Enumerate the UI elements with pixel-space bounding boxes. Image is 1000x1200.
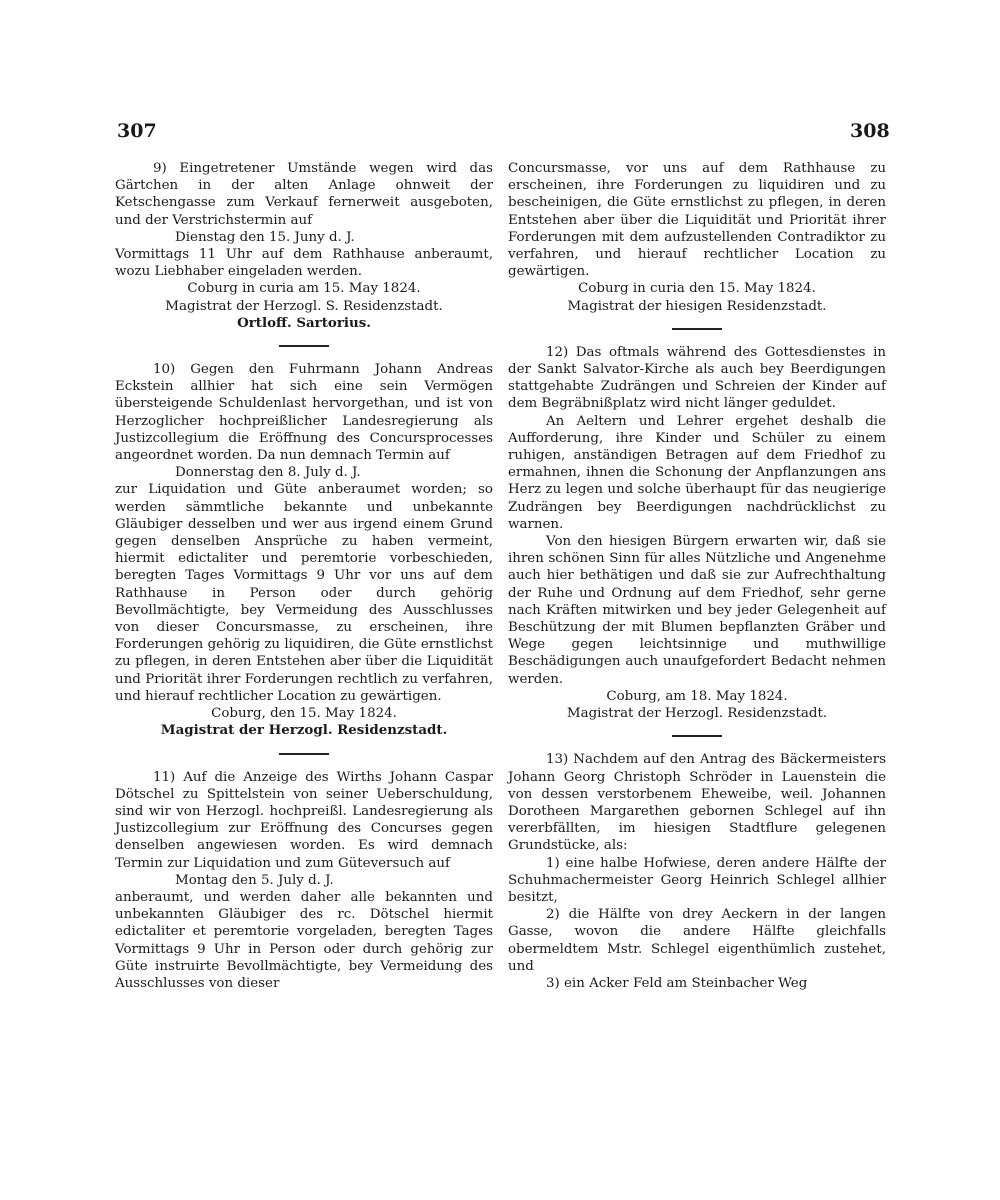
separator-rule <box>672 735 722 737</box>
notice-11-authority: Magistrat der hiesigen Residenzstadt. <box>567 298 827 314</box>
separator-rule <box>279 753 329 755</box>
notice-12-paragraph-2: An Aeltern und Lehrer ergehet deshalb die Aufforderung, ihre Kinder und Schüler zu einem ruhigen, anständigen Betragen auf dem Friedhof zu ermahnen, ihnen die Schonung der Anpflanzungen ans Herz zu legen und solche überhaupt für das neugierige Zudrängen bey Beerdigungen nachdrücklichst zu warnen. <box>508 413 886 532</box>
notice-11-continued: Concursmasse, vor uns auf dem Rathhause zu erscheinen, ihre Forderungen zu liquidiren und zu bescheinigen, die Güte ernstlichst zu pflegen, in deren Entstehen aber über die Liquidität und Priorität ihrer Forderungen mit dem aufzustellenden Contradiktor zu verfahren, und hierauf rechtlicher Location zu gewärtigen. <box>508 161 886 280</box>
notice-9-body: 9) Eingetretener Umstände wegen wird das Gärtchen in der alten Anlage ohnweit der Ketschengasse zum Verkauf fernerweit ausgeboten, und der Verstrichstermin auf <box>115 161 493 228</box>
notice-13-list-item: 1) eine halbe Hofwiese, deren andere Hälfte der Schuhmachermeister Georg Heinrich Schlegel allhier besitzt, <box>508 855 886 905</box>
right-column <box>508 160 886 992</box>
notice-13-list-item: 3) ein Acker Feld am Steinbacher Weg <box>546 975 808 991</box>
page-number-right: 308 <box>850 120 890 142</box>
notice-11-body: 11) Auf die Anzeige des Wirths Johann Caspar Dötschel zu Spittelstein von seiner Ueberschuldung, sind wir von Herzogl. hochpreißl. Landesregierung als Justizcollegium zur Eröffnung des Concurses gegen denselben angewiesen worden. Es wird demnach Termin zur Liquidation und zum Güteversuch auf <box>115 769 493 871</box>
notice-9-date: Dienstag den 15. Juny d. J. <box>175 229 355 245</box>
notice-10-place: Coburg, den 15. May 1824. <box>211 706 397 722</box>
notice-9-place: Coburg in curia am 15. May 1824. <box>187 281 421 297</box>
notice-12-place: Coburg, am 18. May 1824. <box>606 688 788 704</box>
notice-12-paragraph-3: Von den hiesigen Bürgern erwarten wir, daß sie ihren schönen Sinn für alles Nützliche und Angenehme auch hier bethätigen und daß sie zur Aufrechthaltung der Ruhe und Ordnung auf dem Friedhof, sehr gerne nach Kräften mitwirken und bey jeder Gelegenheit auf Beschützung der mit Blumen bepflanzten Gräber und Wege gegen leichtsinnige und muthwillige Beschädigungen auch unaufgefordert Bedacht nehmen werden. <box>508 534 886 687</box>
notice-13-body: 13) Nachdem auf den Antrag des Bäckermeisters Johann Georg Christoph Schröder in Lauenstein die von dessen verstorbenem Eheweibe, weil. Johannen Dorotheen Margarethen gebornen Schlegel auf ihn vererbfällten, im hiesigen Stadtflure gelegenen Grundstücke, als: <box>508 752 886 854</box>
separator-rule <box>672 328 722 330</box>
separator-rule <box>279 345 329 347</box>
notice-11-place: Coburg in curia den 15. May 1824. <box>578 281 816 297</box>
notice-12-body: 12) Das oftmals während des Gottesdienstes in der Sankt Salvator-Kirche als auch bey Beerdigungen stattgehabte Zudrängen und Schreien der Kinder auf dem Begräbnißplatz wird nicht länger geduldet. <box>508 344 886 412</box>
notice-12-authority: Magistrat der Herzogl. Residenzstadt. <box>566 706 828 722</box>
notice-11-date: Montag den 5. July d. J. <box>175 872 334 888</box>
page-number-left: 307 <box>117 120 157 142</box>
notice-11-tail: anberaumt, und werden daher alle bekannten und unbekannten Gläubiger des rc. Dötschel hiermit edictaliter et peremtorie vorgeladen, beregten Tages Vormittags 9 Uhr in Person oder durch gehörig zur Güte instruirte Bevollmächtigte, bey Vermeidung des Ausschlusses von dieser <box>115 889 493 991</box>
notice-13-list-item: 2) die Hälfte von drey Aeckern in der langen Gasse, wovon die andere Hälfte gleichfalls obermeldtem Mstr. Schlegel eigenthümlich zustehet, und <box>508 907 886 974</box>
notice-10-authority: Magistrat der Herzogl. Residenzstadt. <box>160 722 448 739</box>
notice-9-signatures: Ortloff. Sartorius. <box>237 314 371 331</box>
notice-10-body: 10) Gegen den Fuhrmann Johann Andreas Eckstein allhier hat sich eine sein Vermögen übersteigende Schuldenlast hervorgethan, und ist von Herzoglicher hochpreißlicher Landesregierung als Justizcollegium die Eröffnung des Concursprocesses angeordnet worden. Da nun demnach Termin auf <box>115 362 493 464</box>
left-column <box>115 160 493 992</box>
notice-9-authority: Magistrat der Herzogl. S. Residenzstadt. <box>165 298 443 314</box>
notice-9-tail: Vormittags 11 Uhr auf dem Rathhause anberaumt, wozu Liebhaber eingeladen werden. <box>115 247 493 280</box>
notice-10-date: Donnerstag den 8. July d. J. <box>175 465 361 481</box>
notice-10-tail: zur Liquidation und Güte anberaumet worden; so werden sämmtliche bekannte und unbekannte Gläubiger desselben und wer aus irgend einem Grund gegen denselben Ansprüche zu haben vermeint, hiermit edictaliter und peremtorie vorbeschieden, beregten Tages Vormittags 9 Uhr vor uns auf dem Rathhause in Person oder durch gehörig Bevollmächtigte, bey Vermeidung des Ausschlusses von dieser Concursmasse, zu erscheinen, ihre Forderungen gehörig zu liquidiren, die Güte ernstlichst zu pflegen, in deren Entstehen aber über die Liquidität und Priorität ihrer Forderungen rechtlich zu verfahren, und hierauf rechtlicher Location zu gewärtigen. <box>115 482 493 704</box>
